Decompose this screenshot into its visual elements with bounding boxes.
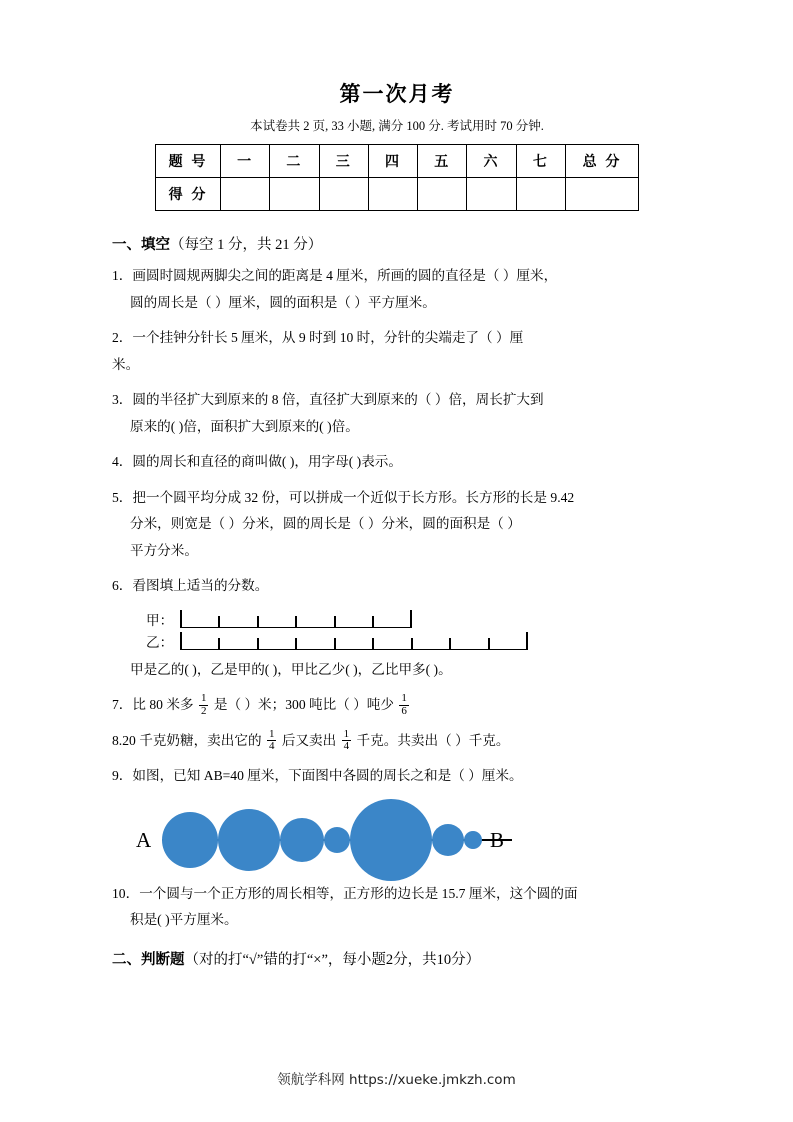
question-3 xyxy=(112,387,682,440)
question-text: 20 千克奶糖，卖出它的 xyxy=(122,732,262,748)
question-9 xyxy=(112,763,682,790)
question-text: 米。 xyxy=(112,356,140,372)
section-label: 二、判断题 xyxy=(112,951,185,968)
question-8 xyxy=(112,728,682,755)
score-table-cell: 六 xyxy=(467,145,516,178)
circle-1 xyxy=(162,812,218,868)
table-row xyxy=(156,178,639,211)
question-number: 10． xyxy=(112,885,140,901)
question-text: 千克。共卖出（ ）千克。 xyxy=(356,732,510,748)
question-text: 甲是乙的( )，乙是甲的( )，甲比乙少( )，乙比甲多( )。 xyxy=(130,661,452,677)
section-heading-2 xyxy=(112,948,682,969)
score-input-cell[interactable] xyxy=(221,178,270,211)
section-note: （对的打“√”错的打“×”，每小题2分，共10分） xyxy=(184,951,481,968)
footer-text: 领航学科网 https://xueke.jmkzh.com xyxy=(277,1072,516,1088)
score-table xyxy=(155,144,639,211)
question-number: 7． xyxy=(112,697,133,712)
score-table-cell: 得 分 xyxy=(156,178,221,211)
question-text: 圆的周长是（ ）厘米，圆的面积是（ ）平方厘米。 xyxy=(130,294,436,310)
figure-circles-on-segment xyxy=(132,799,682,871)
question-number: 8. xyxy=(112,732,123,748)
question-text: 一个圆与一个正方形的周长相等，正方形的边长是 15.7 厘米，这个圆的面 xyxy=(139,885,578,901)
page-title: 第一次月考 xyxy=(339,82,455,106)
score-table-cell: 题 号 xyxy=(156,145,221,178)
question-text: 画圆时圆规两脚尖之间的距离是 4 厘米，所画的圆的直径是（ ）厘米， xyxy=(132,268,558,283)
question-6 xyxy=(112,573,682,600)
question-text: 看图填上适当的分数。 xyxy=(132,578,269,593)
document-content xyxy=(112,78,682,978)
score-table-cell: 总 分 xyxy=(566,145,639,178)
section-label: 一、填空 xyxy=(112,237,170,253)
score-input-cell[interactable] xyxy=(368,178,417,211)
fraction-one-fourth-a: $\frac{1}{4}$ xyxy=(268,727,275,753)
question-10 xyxy=(112,881,682,934)
question-text: 把一个圆平均分成 32 份，可以拼成一个近似于长方形。长方形的长是 9.42 xyxy=(132,489,575,505)
score-input-cell[interactable] xyxy=(418,178,467,211)
ruler-yi xyxy=(180,632,528,650)
question-5 xyxy=(112,485,682,565)
question-1 xyxy=(112,263,682,316)
score-input-cell[interactable] xyxy=(319,178,368,211)
figure-yi-label: 乙： xyxy=(146,634,174,650)
circle-4 xyxy=(324,827,350,853)
circle-6 xyxy=(432,824,464,856)
score-table-cell: 三 xyxy=(319,145,368,178)
score-table-cell: 一 xyxy=(221,145,270,178)
question-number: 3． xyxy=(112,392,133,407)
ruler-jia xyxy=(180,610,412,628)
score-input-cell[interactable] xyxy=(566,178,639,211)
footer-watermark xyxy=(0,1068,793,1088)
question-text: 比 80 米多 xyxy=(132,697,194,712)
exam-subtitle: 本试卷共 2 页, 33 小题, 满分 100 分. 考试用时 70 分钟. xyxy=(250,119,544,133)
question-text: 如图，已知 AB=40 厘米，下面图中各圆的周长之和是（ ）厘米。 xyxy=(132,768,523,783)
figure-jia-ruler xyxy=(146,609,682,629)
figure-yi-ruler xyxy=(146,631,682,651)
circle-3 xyxy=(280,818,324,862)
circle-2 xyxy=(218,809,280,871)
section-heading-1 xyxy=(112,233,682,254)
circle-7 xyxy=(464,831,482,849)
score-table-cell: 七 xyxy=(516,145,565,178)
point-label-a: A xyxy=(136,827,152,852)
question-2 xyxy=(112,325,682,378)
score-input-cell[interactable] xyxy=(270,178,319,211)
question-4 xyxy=(112,449,682,476)
score-input-cell[interactable] xyxy=(467,178,516,211)
question-number: 9． xyxy=(112,768,133,783)
question-text: 圆的周长和直径的商叫做( )，用字母( )表示。 xyxy=(132,454,402,469)
question-text: 后又卖出 xyxy=(281,732,337,748)
fraction-one-sixth: $\frac{1}{6}$ xyxy=(401,692,407,717)
question-text: 平方分米。 xyxy=(130,542,198,558)
question-number: 6． xyxy=(112,578,133,593)
question-number: 4． xyxy=(112,454,133,469)
question-number: 2． xyxy=(112,330,133,345)
score-table-cell: 四 xyxy=(368,145,417,178)
section-note: （每空 1 分，共 21 分） xyxy=(170,237,323,253)
question-text: 是（ ）米；300 吨比（ ）吨少 xyxy=(213,697,394,712)
circle-5 xyxy=(350,799,432,881)
question-text: 一个挂钟分针长 5 厘米，从 9 时到 10 时，分针的尖端走了（ ）厘 xyxy=(132,330,524,345)
question-text: 积是( )平方厘米。 xyxy=(130,912,238,927)
question-6-blanks xyxy=(112,657,682,684)
fraction-one-fourth-b: $\frac{1}{4}$ xyxy=(343,727,350,753)
score-table-cell: 五 xyxy=(418,145,467,178)
figure-jia-label: 甲： xyxy=(146,612,174,628)
score-input-cell[interactable] xyxy=(516,178,565,211)
question-number: 5． xyxy=(112,489,133,505)
question-text: 原来的( )倍，面积扩大到原来的( )倍。 xyxy=(130,418,359,434)
question-number: 1． xyxy=(112,268,133,283)
question-text: 分米，则宽是（ ）分米，圆的周长是（ ）分米，圆的面积是（ ） xyxy=(130,516,521,531)
question-7 xyxy=(112,692,682,719)
score-table-cell: 二 xyxy=(270,145,319,178)
point-label-b: B xyxy=(490,827,505,852)
question-text: 圆的半径扩大到原来的 8 倍，直径扩大到原来的（ ）倍，周长扩大到 xyxy=(132,392,544,407)
table-row xyxy=(156,145,639,178)
fraction-one-half: $\frac{1}{2}$ xyxy=(200,692,207,717)
